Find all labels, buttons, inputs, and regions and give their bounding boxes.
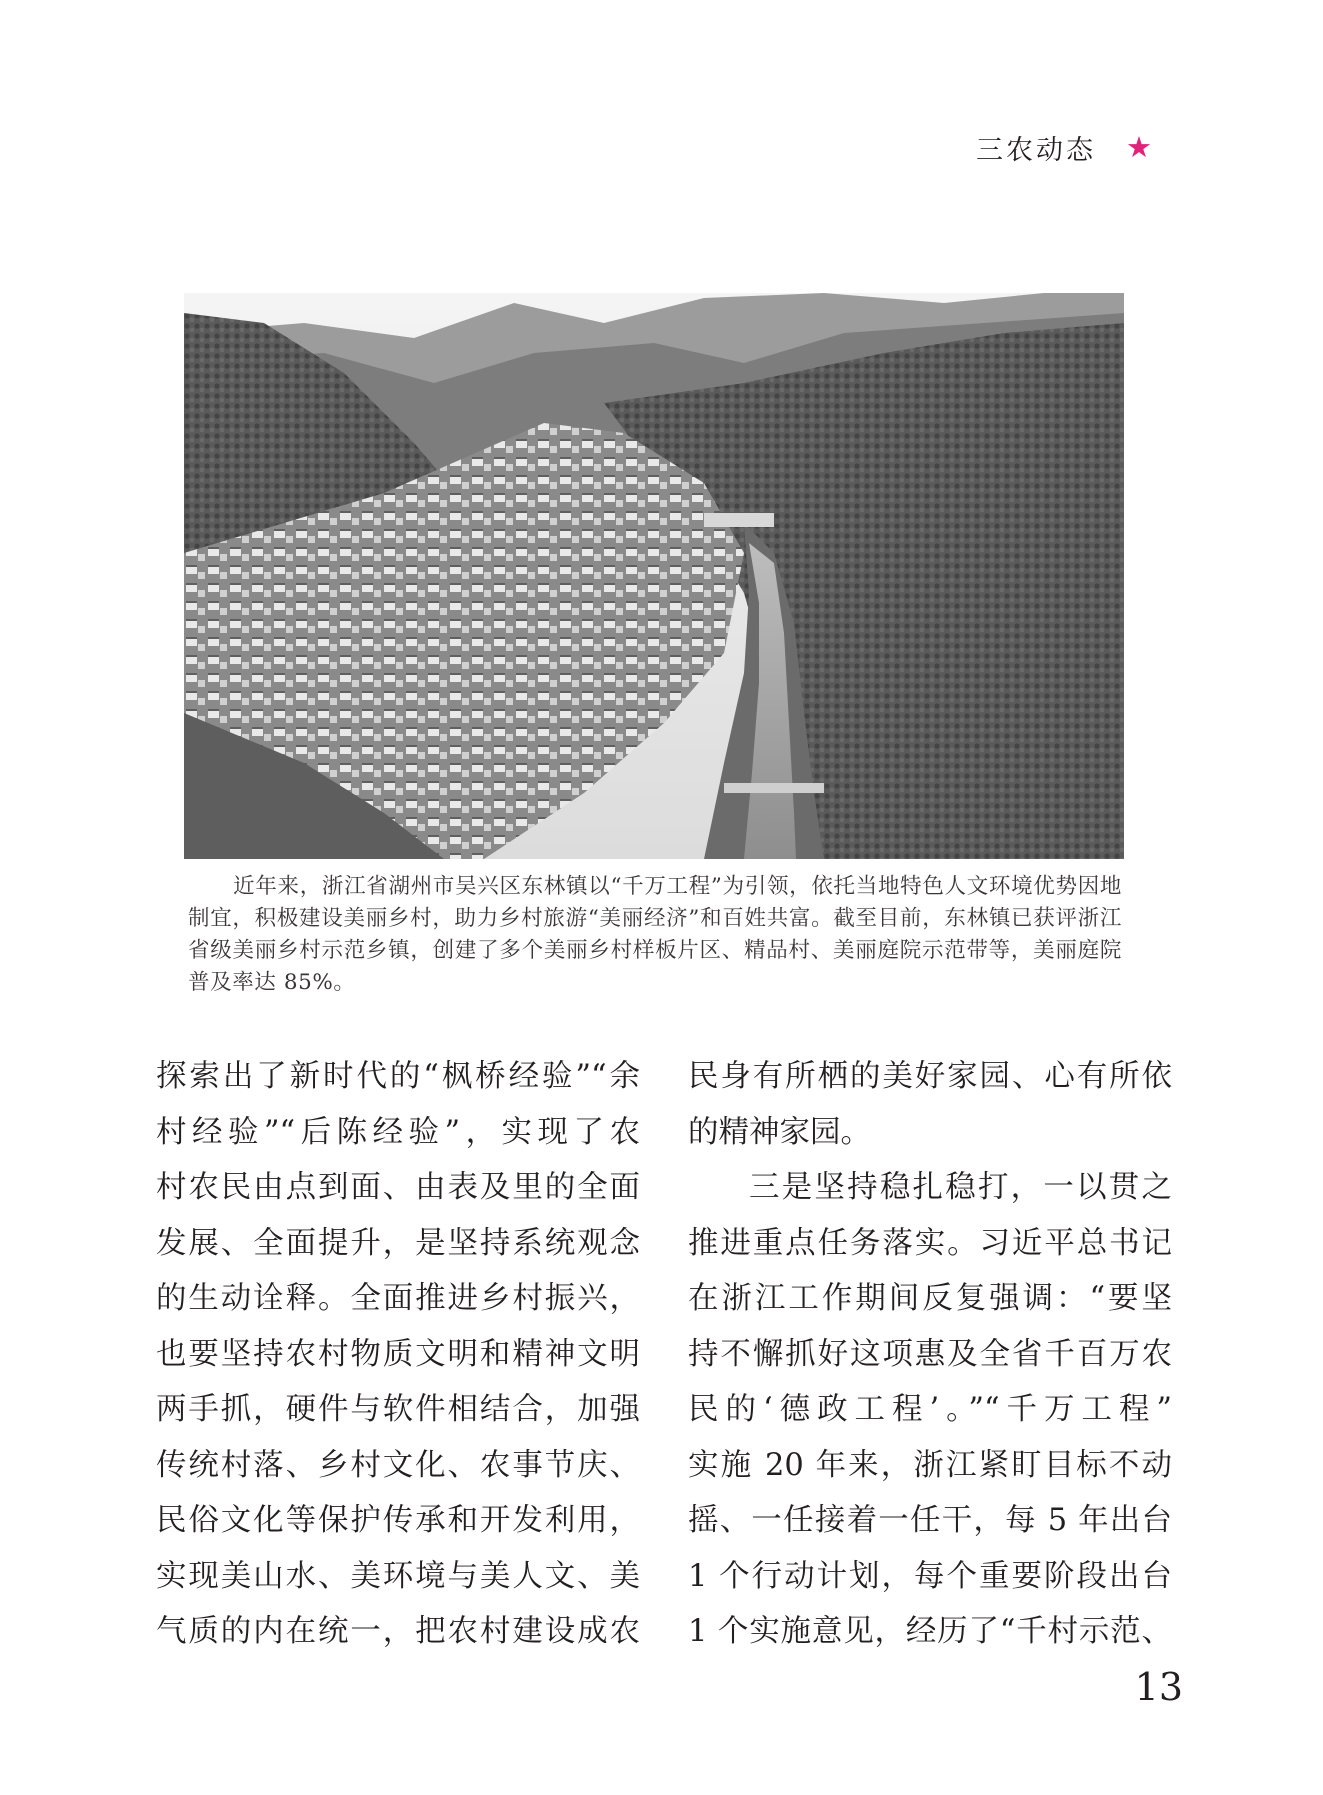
text-line: 两手抓，硬件与软件相结合，加强 xyxy=(156,1392,640,1427)
text-line: 气质的内在统一，把农村建设成农 xyxy=(156,1614,640,1649)
text-line: 民俗文化等保护传承和开发利用， xyxy=(156,1503,640,1538)
text-line: 民身有所栖的美好家园、心有所依 xyxy=(688,1059,1172,1094)
text-line: 实施 20 年来，浙江紧盯目标不动 xyxy=(688,1447,1172,1483)
section-label: 三农动态 xyxy=(976,135,1096,166)
page-number: 13 xyxy=(1134,1665,1183,1709)
photo-caption: 近年来，浙江省湖州市吴兴区东林镇以“千万工程”为引领，依托当地特色人文环境优势因地制宜，积极建设美丽乡村，助力乡村旅游“美丽经济”和百姓共富。截至目前，东林镇已获评浙江省级美丽乡村示范乡镇，创建了多个美丽乡村样板片区、精品村、美丽庭院示范带等，美丽庭院普及率达 85%。 xyxy=(188,874,1122,995)
text-line: 的生动诠释。全面推进乡村振兴， xyxy=(156,1281,640,1316)
photo-illustration xyxy=(184,293,1124,859)
text-line: 村经验”“后陈经验”，实现了农 xyxy=(156,1114,640,1150)
text-line: 1 个行动计划，每个重要阶段出台 xyxy=(688,1558,1172,1594)
text-line: 实现美山水、美环境与美人文、美 xyxy=(156,1558,640,1594)
text-line: 在浙江工作期间反复强调：“要坚 xyxy=(688,1281,1172,1316)
text-line: 摇、一任接着一任干，每 5 年出台 xyxy=(688,1503,1172,1538)
body-column-right xyxy=(688,1049,1172,1660)
text-line: 的精神家园。 xyxy=(688,1114,871,1150)
star-icon: ★ xyxy=(1126,130,1152,164)
text-line: 探索出了新时代的“枫桥经验”“余 xyxy=(156,1059,640,1094)
text-line: 持不懈抓好这项惠及全省千百万农 xyxy=(688,1336,1172,1372)
text-line: 1 个实施意见，经历了“千村示范、 xyxy=(688,1614,1172,1649)
text-line: 民的‘德政工程’。”“千万工程” xyxy=(688,1392,1172,1427)
text-line: 村农民由点到面、由表及里的全面 xyxy=(156,1170,640,1205)
page-header xyxy=(976,128,1152,167)
text-line: 传统村落、乡村文化、农事节庆、 xyxy=(156,1447,640,1483)
text-line: 推进重点任务落实。习近平总书记 xyxy=(688,1225,1172,1261)
text-line: 也要坚持农村物质文明和精神文明 xyxy=(156,1336,640,1372)
text-line: 发展、全面提升，是坚持系统观念 xyxy=(156,1225,640,1261)
paragraph-start-line: 三是坚持稳扎稳打，一以贯之 xyxy=(749,1170,1172,1205)
aerial-village-valley-photo xyxy=(184,293,1124,859)
body-column-left xyxy=(156,1049,640,1660)
